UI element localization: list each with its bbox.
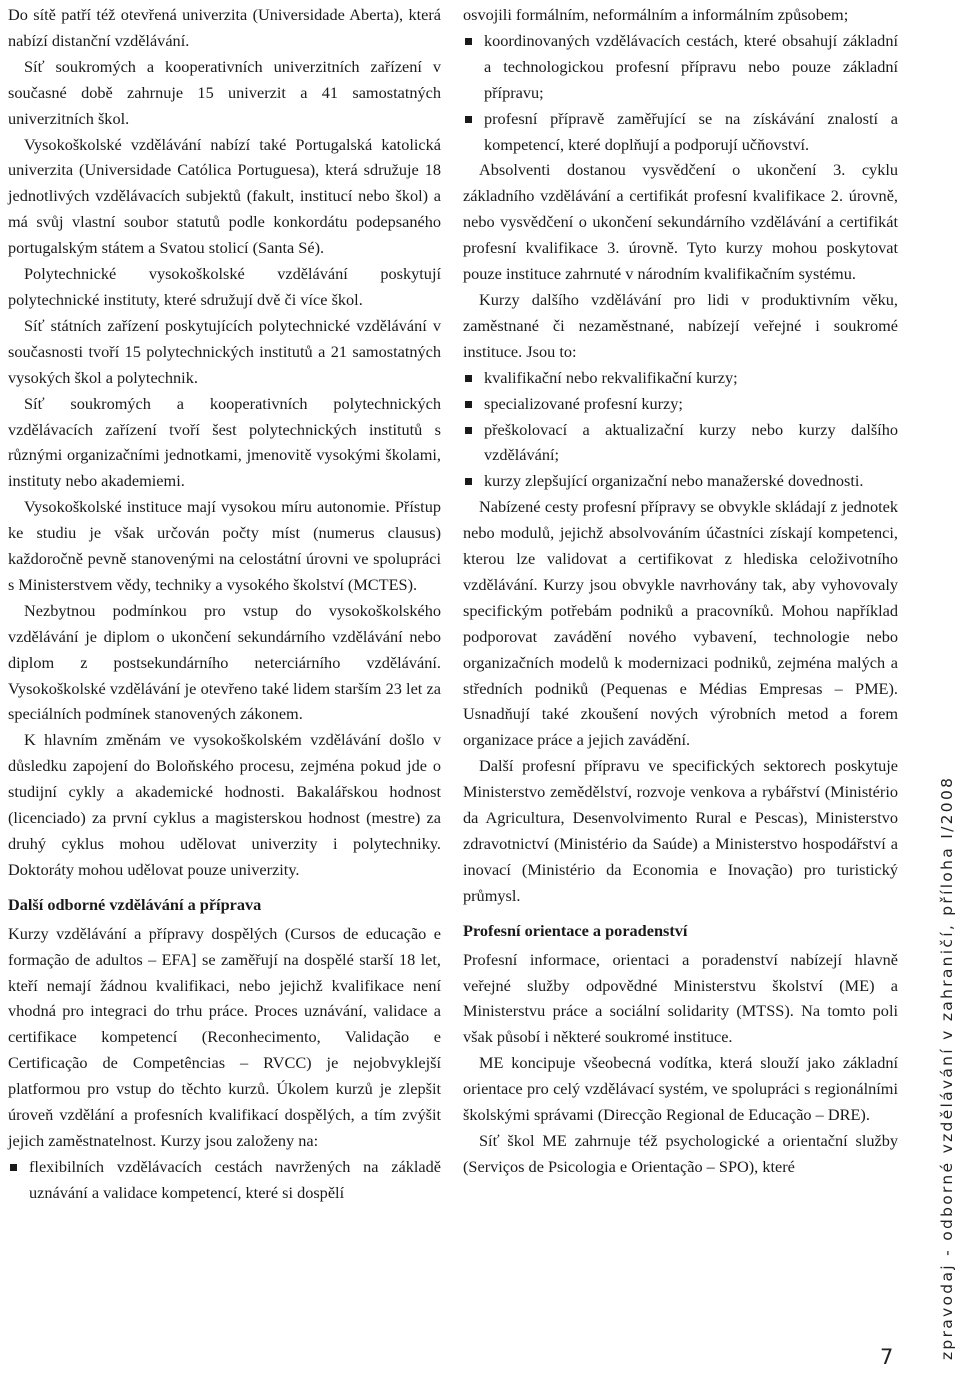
paragraph: Absolventi dostanou vysvědčení o ukončení 3. cyklu základního vzdělávání a certifikát profesní kvalifikace 2. úrovně, nebo vysvědčení o ukončení sekundárního vzdělávání a certifikát profesní kvalifikace 3. úrovně. Tyto kurzy mohou poskytovat pouze instituce zahrnuté v národním kvalifikačním systému. [463,160,898,284]
paragraph: Síť soukromých a kooperativních univerzitních zařízení v současné době zahrnuje 15 univerzit a 41 samostatných univerzitních škol. [8,56,441,128]
list-item: specializované profesní kurzy; [463,391,898,417]
paragraph: Síť soukromých a kooperativních polytechnických vzdělávacích zařízení tvoří šest polytechnických institutů s různými organizačními jednotkami, jmenovitě vysokými školami, instituty nebo akademiemi. [8,393,441,491]
bullet-list [8,1154,441,1206]
paragraph: Další profesní přípravu ve specifických sektorech poskytuje Ministerstvo zemědělství, rozvoje venkova a rybářství (Ministério da Agricultura, Desenvolvimento Rural e Pescas), Ministerstvo zdravotnictví (Ministério da Saúde) a Ministerstvo hospodářství a inovací (Ministério da Economia e Inovação) pro turistický průmysl. [463,756,898,905]
paragraph: K hlavním změnám ve vysokoškolském vzdělávání došlo v důsledku zapojení do Boloňského procesu, zejména pokud jde o studijní cykly a akademické hodnosti. Bakalářskou hodnost (licenciado) za první cyklus a magisterskou hodnost (mestre) za druhý cyklus mohou udělovat univerzity i polytechniky. Doktoráty mohou udělovat pouze univerzity. [8,730,441,879]
paragraph: Do sítě patří též otevřená univerzita (Universidade Aberta), která nabízí distanční vzdělávání. [8,5,441,50]
paragraph: ME koncipuje všeobecná vodítka, která slouží jako základní orientace pro celý vzdělávací systém, ve spolupráci s regionálními školskými správami (Direcção Regional de Educação – DRE). [463,1053,898,1125]
running-title-text: zpravodaj - odborné vzdělávání v zahraničí, příloha I/2008 [938,775,956,1360]
bullet-list [463,365,898,495]
section-heading: Další odborné vzdělávání a příprava [8,894,262,914]
paragraph: Vysokoškolské vzdělávání nabízí také Portugalská katolická univerzita (Universidade Católica Portuguesa), která sdružuje 18 jednotlivých vzdělávacích subjektů (fakult, institucí nebo škol) a má svůj vlastní soubor statutů podle konkordátu podepsaného portugalským státem a Svatou stolicí (Santa Sé). [8,134,441,258]
paragraph: Vysokoškolské instituce mají vysokou míru autonomie. Přístup ke studiu je však určován počty míst (numerus clausus) každoročně pevně stanovenými na celostátní úrovni ve spolupráci s Ministerstvem vědy, techniky a vysokého školství (MCTES). [8,497,441,594]
paragraph: Profesní informace, orientaci a poradenství nabízejí hlavně veřejné služby odpovědné Ministerstvu školství (ME) a Ministerstvu práce a sociální solidarity (MTSS). Na tomto poli však působí i některé soukromé instituce. [463,949,898,1047]
list-item: flexibilních vzdělávacích cestách navržených na základě uznávání a validace kompetencí, které si dospělí [8,1154,441,1206]
paragraph-continuation: osvojili formálním, neformálním a informálním způsobem; [463,5,849,24]
list-item: profesní přípravě zaměřující se na získávání znalostí a kompetencí, které doplňují a podporují učňovství. [463,106,898,158]
list-item: kvalifikační nebo rekvalifikační kurzy; [463,365,898,391]
paragraph: Kurzy vzdělávání a přípravy dospělých (Cursos de educação e formação de adultos – EFA] se zaměřují na dospělé starší 18 let, kteří nemají žádnou kvalifikaci, nebo jejichž kvalifikace není vhodná pro integraci do trhu práce. Proces uznávání, validace a certifikace kompetencí (Reconhecimento, Validação e Certificação de Competências – RVCC) je nejobvyklejší platformou pro vstup do těchto kurzů. Úkolem kurzů je zlepšit úroveň vzdělání a profesních kvalifikací dospělých, a tím zvýšit jejich zaměstnatelnost. Kurzy jsou založeny na: [8,923,441,1150]
paragraph: Nabízené cesty profesní přípravy se obvykle skládají z jednotek nebo modulů, jejichž absolvováním účastníci získají kompetenci, kterou lze validovat a certifikovat z hlediska celoživotního vzdělávání. Kurzy jsou obvykle navrhovány tak, aby vyhovovaly specifickým potřebám podniků a pracovníků. Mohou například podporovat zavádění nového vybavení, technologie nebo organizačních modelů k modernizaci podniků, zejména malých a středních podniků (Pequenas e Médias Empresas – PME). Usnadňují také zkoušení nových výrobních metod a forem organizace práce a jejich zavádění. [463,497,898,750]
list-item: přeškolovací a aktualizační kurzy nebo kurzy dalšího vzdělávání; [463,417,898,469]
section-heading: Profesní orientace a poradenství [463,920,688,940]
paragraph: Kurzy dalšího vzdělávání pro lidi v produktivním věku, zaměstnané či nezaměstnané, nabízejí veřejné i soukromé instituce. Jsou to: [463,289,898,361]
sidebar-running-title [918,0,958,1380]
bullet-list [463,28,898,158]
list-item: koordinovaných vzdělávacích cestách, které obsahují základní a technologickou profesní přípravu nebo pouze základní přípravu; [463,28,898,106]
paragraph: Polytechnické vysokoškolské vzdělávání poskytují polytechnické instituty, které sdružují dvě či více škol. [8,264,441,309]
list-item: kurzy zlepšující organizační nebo manažerské dovednosti. [463,468,898,494]
paragraph: Síť státních zařízení poskytujících polytechnické vzdělávání v současnosti tvoří 15 polytechnických institutů a 21 samostatných vysokých škol a polytechnik. [8,315,441,387]
paragraph: Síť škol ME zahrnuje též psychologické a orientační služby (Serviços de Psicologia e Orientação – SPO), které [463,1130,898,1176]
page-number: 7 [880,1345,894,1369]
paragraph: Nezbytnou podmínkou pro vstup do vysokoškolského vzdělávání je diplom o ukončení sekundárního vzdělávání nebo diplom z postsekundárního neterciárního vzdělávání. Vysokoškolské vzdělávání je otevřeno také lidem starším 23 let za speciálních podmínek stanovených zákonem. [8,600,441,724]
right-column [463,2,898,1180]
left-column [8,2,441,1206]
